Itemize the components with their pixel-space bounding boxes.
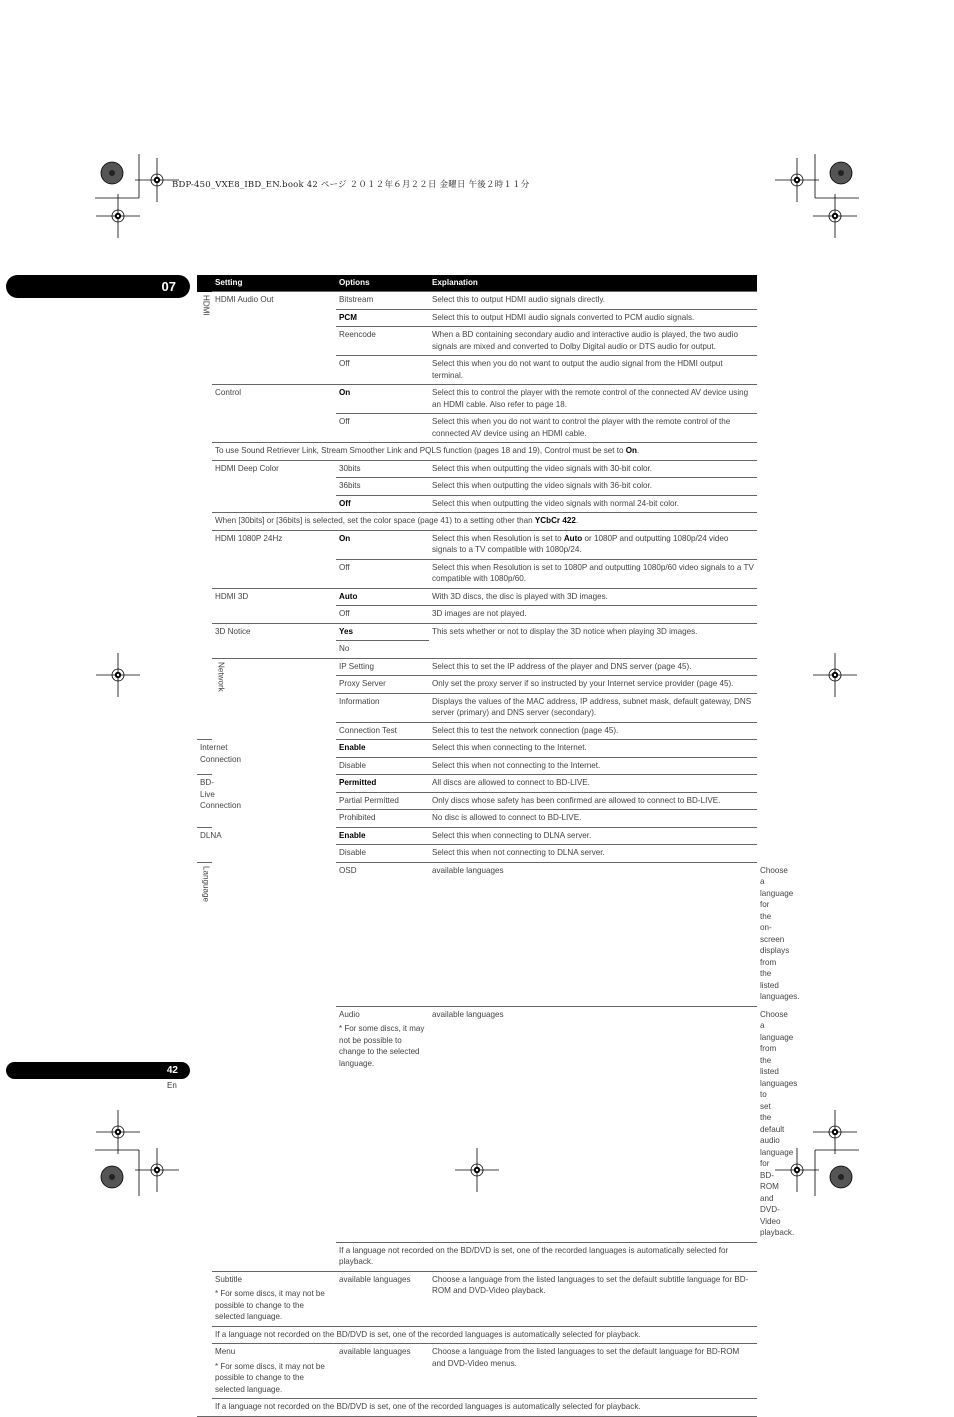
option-default: Auto	[339, 591, 358, 601]
explanation: Select this to test the network connection (page 45).	[429, 722, 757, 740]
setting-3d-notice: 3D Notice	[212, 623, 336, 658]
registration-cross-icon	[96, 653, 140, 697]
explanation: Select this when you do not want to control the player with the remote control of the connected AV device using an HDMI cable.	[429, 414, 757, 443]
option: Reencode	[336, 327, 429, 356]
table-row	[197, 385, 757, 414]
explanation: Only discs whose safety has been confirmed are allowed to connect to BD-LIVE.	[429, 792, 757, 810]
explanation: Choose a language from the listed languages to set the default language for BD-ROM and DVD-Video menus.	[429, 1344, 757, 1399]
explanation: Select this when Resolution is set to Auto or 1080P and outputting 1080p/24 video signals to a TV compatible with 1080p/24.	[429, 530, 757, 559]
section-hdmi	[197, 292, 212, 740]
table-row	[197, 588, 757, 606]
explanation: Select this to set the IP address of the player and DNS server (page 45).	[429, 658, 757, 676]
option-default: Enable	[339, 743, 366, 752]
registration-star-icon	[830, 1166, 852, 1188]
setting-hdmi-3d: HDMI 3D	[212, 588, 336, 623]
explanation: This sets whether or not to display the 3D notice when playing 3D images.	[429, 623, 757, 658]
option: Bitstream	[336, 292, 429, 310]
setting-hdmi-deep-color: HDMI Deep Color	[212, 460, 336, 513]
section-label-hdmi: HDMI	[201, 294, 211, 316]
explanation: Select this when not connecting to the Internet.	[429, 757, 757, 775]
setting-osd: OSD	[336, 862, 429, 1006]
option: Off	[336, 559, 429, 588]
explanation: Only set the proxy server if so instructed by your Internet service provider (page 45).	[429, 676, 757, 694]
table-row	[197, 623, 757, 641]
setting-note: * For some discs, it may not be possible to change to the selected language.	[215, 1289, 325, 1321]
registration-star-icon	[830, 162, 852, 184]
table-row: Language OSD available languages Choose a language for the on-screen displays from the listed languages.	[197, 862, 757, 1006]
language-note: If a language not recorded on the BD/DVD is set, one of the recorded languages is automatically selected for playback.	[212, 1326, 757, 1344]
explanation: Select this when outputting the video signals with normal 24-bit color.	[429, 495, 757, 513]
option: available languages	[336, 1271, 429, 1326]
table-row	[197, 658, 757, 676]
note-row	[197, 443, 757, 461]
option: Disable	[336, 845, 429, 863]
registration-cross-icon	[135, 1148, 179, 1192]
note-row	[197, 1399, 757, 1417]
option: No	[336, 641, 429, 659]
option: available languages	[429, 862, 757, 1006]
explanation: Select this when connecting to the Internet.	[429, 740, 757, 758]
setting-hdmi-audio-out: HDMI Audio Out	[212, 292, 336, 385]
note-row	[197, 513, 757, 531]
header-options: Options	[336, 275, 429, 292]
page-language: En	[167, 1081, 177, 1090]
control-note: To use Sound Retriever Link, Stream Smoother Link and PQLS function (pages 18 and 19), Control must be set to On.	[212, 443, 757, 461]
setting-ip: IP Setting	[336, 658, 429, 676]
option-default: On	[339, 388, 351, 397]
registration-cross-icon	[813, 1110, 857, 1154]
page-number: 42	[6, 1062, 190, 1079]
registration-cross-icon	[775, 158, 819, 202]
registration-cross-icon	[96, 194, 140, 238]
explanation: Select this to output HDMI audio signals directly.	[429, 292, 757, 310]
table-row	[197, 292, 757, 310]
table-row	[197, 530, 757, 559]
option: Prohibited	[336, 810, 429, 828]
table-row	[197, 1271, 757, 1326]
explanation: Select this when not connecting to DLNA server.	[429, 845, 757, 863]
option-default: Permitted	[339, 778, 377, 787]
explanation: 3D images are not played.	[429, 606, 757, 624]
setting-control: Control	[212, 385, 336, 443]
explanation: Choose a language from the listed languages to set the default subtitle language for BD-ROM and DVD-Video playback.	[429, 1271, 757, 1326]
option-default: Off	[339, 498, 351, 508]
option: 36bits	[336, 478, 429, 496]
language-note: If a language not recorded on the BD/DVD is set, one of the recorded languages is automatically selected for playback.	[336, 1242, 757, 1271]
setting-hdmi-1080p: HDMI 1080P 24Hz	[212, 530, 336, 588]
header-setting: Setting	[212, 275, 336, 292]
explanation: Select this to control the player with the remote control of the connected AV device using an HDMI cable. Also refer to page 18.	[429, 385, 757, 414]
explanation: Select this to output HDMI audio signals converted to PCM audio signals.	[429, 309, 757, 327]
settings-table	[197, 275, 800, 1417]
setting-proxy: Proxy Server	[336, 676, 429, 694]
option: 30bits	[336, 460, 429, 478]
table-row	[197, 460, 757, 478]
option: available languages	[429, 1006, 757, 1242]
explanation: Select this when outputting the video signals with 36-bit color.	[429, 478, 757, 496]
option: Disable	[336, 757, 429, 775]
chapter-number: 07	[6, 275, 190, 298]
explanation: Select this when you do not want to output the audio signal from the HDMI output terminal.	[429, 356, 757, 385]
section-label-network: Network	[216, 661, 226, 692]
explanation: Select this when Resolution is set to 1080P and outputting 1080p/60 video signals to a TV compatible with 1080p/60.	[429, 559, 757, 588]
option-default: PCM	[339, 312, 357, 322]
setting-connection-test: Connection Test	[336, 722, 429, 740]
language-note: If a language not recorded on the BD/DVD is set, one of the recorded languages is automatically selected for playback.	[212, 1399, 757, 1417]
registration-star-icon	[101, 162, 123, 184]
section-label-language: Language	[201, 865, 211, 902]
option-default: Enable	[339, 830, 366, 840]
setting-internet-connection: Internet Connection	[197, 740, 212, 775]
note-row	[197, 1326, 757, 1344]
explanation: No disc is allowed to connect to BD-LIVE.	[429, 810, 757, 828]
section-network	[212, 658, 336, 1271]
option: Off	[336, 414, 429, 443]
option: Partial Permitted	[336, 792, 429, 810]
option-default: Yes	[339, 626, 353, 636]
setting-dlna: DLNA	[197, 827, 212, 862]
explanation: Select this when connecting to DLNA server.	[429, 827, 757, 845]
explanation: With 3D discs, the disc is played with 3D images.	[429, 588, 757, 606]
explanation: Displays the values of the MAC address, IP address, subnet mask, default gateway, DNS server (primary) and DNS server (secondary).	[429, 693, 757, 722]
option: Off	[336, 606, 429, 624]
option: Off	[336, 356, 429, 385]
registration-cross-icon	[813, 653, 857, 697]
section-language	[197, 862, 212, 1416]
setting-audio: Audio * For some discs, it may not be possible to change to the selected language.	[336, 1006, 429, 1242]
setting-information: Information	[336, 693, 429, 722]
table-row	[197, 1344, 757, 1399]
table-header-row	[197, 275, 757, 292]
setting-menu: Menu * For some discs, it may not be possible to change to the selected language.	[212, 1344, 336, 1399]
option: available languages	[336, 1344, 429, 1399]
explanation: Select this when outputting the video signals with 30-bit color.	[429, 460, 757, 478]
header-explanation: Explanation	[429, 275, 757, 292]
file-info-header: BDP-450_VXE8_IBD_EN.book 42 ページ ２０１２年６月２２日 金曜日 午後２時１１分	[172, 180, 530, 190]
setting-bd-live: BD-Live Connection	[197, 775, 212, 828]
explanation: When a BD containing secondary audio and interactive audio is played, the two audio signals are mixed and converted to Dolby Digital audio or DTS audio for output.	[429, 327, 757, 356]
option-default: On	[339, 533, 351, 543]
registration-cross-icon	[96, 1110, 140, 1154]
explanation: All discs are allowed to connect to BD-LIVE.	[429, 775, 757, 793]
registration-star-icon	[101, 1166, 123, 1188]
setting-subtitle: Subtitle * For some discs, it may not be possible to change to the selected language.	[212, 1271, 336, 1326]
deep-color-note: When [30bits] or [36bits] is selected, set the color space (page 41) to a setting other than YCbCr 422.	[212, 513, 757, 531]
setting-note: * For some discs, it may not be possible to change to the selected language.	[339, 1024, 425, 1068]
table-row: Audio * For some discs, it may not be possible to change to the selected language. available languages Choose a language from the listed languages to set the default audio language for BD-ROM and DVD-Video playback.	[197, 1006, 757, 1242]
setting-note: * For some discs, it may not be possible to change to the selected language.	[215, 1361, 325, 1394]
registration-cross-icon	[813, 194, 857, 238]
